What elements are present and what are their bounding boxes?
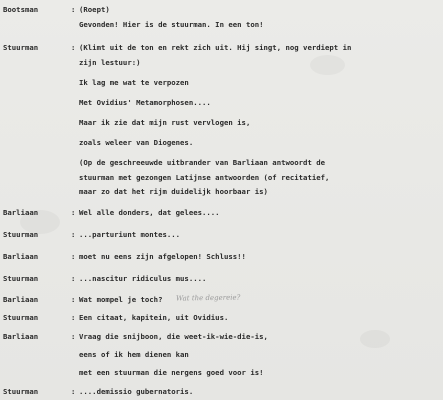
dialogue-text: Met Ovidius' Metamorphosen.... [79,98,211,107]
speaker-name: Bootsman [3,5,39,14]
dialogue-text: (Klimt uit de ton en rekt zich uit. Hij singt, nog verdiept in [79,43,352,52]
dialogue-text: stuurman met gezongen Latijnse antwoorden (of recitatief, [79,173,330,182]
dialogue-text: Maar ik zie dat mijn rust vervlogen is, [79,118,251,127]
speaker-name: Barliaan [3,332,39,341]
dialogue-text: eens of ik hem dienen kan [79,350,189,359]
speaker-colon: : [71,43,76,52]
speaker-colon: : [71,230,76,239]
speaker-colon: : [71,252,76,261]
speaker-name: Stuurman [3,274,39,283]
dialogue-text: (Op de geschreeuwde uitbrander van Barliaan antwoordt de [79,158,326,167]
speaker-name: Barliaan [3,252,39,261]
speaker-colon: : [71,332,76,341]
dialogue-text: Ik lag me wat te verpozen [79,78,189,87]
dialogue-text: ...parturiunt montes... [79,230,181,239]
speaker-colon: : [71,5,76,14]
dialogue-text: ...nascitur ridiculus mus.... [79,274,207,283]
dialogue-text: ....demissio gubernatoris. [79,387,194,396]
speaker-colon: : [71,313,76,322]
speaker-name: Barliaan [3,208,39,217]
dialogue-text: Wat mompel je toch? [79,295,163,304]
dialogue-text: maar zo dat het rijm duidelijk hoorbaar is) [79,187,268,196]
dialogue-text: moet nu eens zijn afgelopen! Schluss!! [79,252,246,261]
speaker-colon: : [71,295,76,304]
dialogue-text: Vraag die snijboon, die weet-ik-wie-die-is, [79,332,268,341]
dialogue-text: Gevonden! Hier is de stuurman. In een ton! [79,20,264,29]
speaker-colon: : [71,208,76,217]
dialogue-text: zijn lestuur:) [79,58,141,67]
speaker-name: Stuurman [3,313,39,322]
speaker-name: Barliaan [3,295,39,304]
dialogue-text: met een stuurman die nergens goed voor is! [79,368,264,377]
speaker-name: Stuurman [3,43,39,52]
speaker-name: Stuurman [3,387,39,396]
speaker-name: Stuurman [3,230,39,239]
dialogue-text: zoals weleer van Diogenes. [79,138,194,147]
dialogue-text: Een citaat, kapitein, uit Ovidius. [79,313,229,322]
speaker-colon: : [71,274,76,283]
handwritten-note: Wat the degereie? [175,293,241,303]
speaker-colon: : [71,387,76,396]
dialogue-text: Wel alle donders, dat gelees.... [79,208,220,217]
dialogue-text: (Roept) [79,5,110,14]
